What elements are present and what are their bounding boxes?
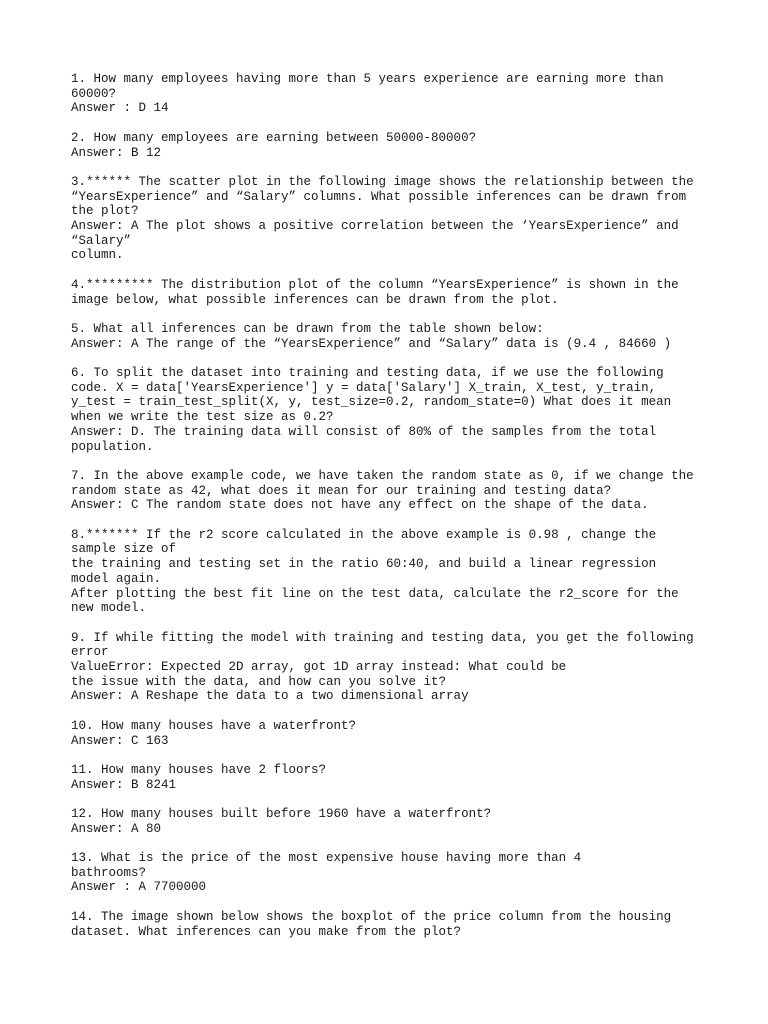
question-item-13 [71,851,731,895]
text-line: 14. The image shown below shows the boxplot of the price column from the housing [71,909,672,924]
question-item-1 [71,72,731,116]
text-line: random state as 42, what does it mean for our training and testing data? [71,483,612,498]
question-item-10 [71,719,731,748]
answer-line: Answer: B 8241 [71,777,177,792]
text-line: 4.********* The distribution plot of the column “YearsExperience” is shown in the [71,277,679,292]
question-item-12 [71,807,731,836]
question-item-9 [71,631,731,705]
text-line: bathrooms? [71,865,147,880]
answer-line: Answer : D 14 [71,101,169,116]
text-line: the issue with the data, and how can you solve it? [71,674,447,689]
text-line: sample size of [71,542,177,557]
answer-line: Answer: C 163 [71,733,169,748]
text-line: model again. [71,571,162,586]
text-line: y_test = train_test_split(X, y, test_size=0.2, random_state=0) What does it mean [71,395,672,410]
answer-line: Answer : A 7700000 [71,880,207,895]
text-line: 13. What is the price of the most expensive house having more than 4 [71,851,582,866]
text-line: 7. In the above example code, we have taken the random state as 0, if we change the [71,468,694,483]
question-item-11 [71,763,731,792]
answer-line: Answer: C The random state does not have any effect on the shape of the data. [71,498,649,513]
text-line: 12. How many houses built before 1960 have a waterfront? [71,806,492,821]
question-item-5 [71,322,731,351]
text-line: 10. How many houses have a waterfront? [71,718,357,733]
text-line: image below, what possible inferences can be drawn from the plot. [71,292,559,307]
text-line: dataset. What inferences can you make from the plot? [71,924,462,939]
document-page [71,72,731,954]
text-line: 9. If while fitting the model with training and testing data, you get the following [71,630,694,645]
question-item-4 [71,278,731,307]
answer-line: Answer: B 12 [71,145,162,160]
question-item-6 [71,366,731,454]
question-item-8 [71,528,731,616]
text-line: “YearsExperience” and “Salary” columns. What possible inferences can be drawn from [71,189,687,204]
text-line: code. X = data['YearsExperience'] y = data['Salary'] X_train, X_test, y_train, [71,380,657,395]
text-line: 6. To split the dataset into training and testing data, if we use the following [71,365,664,380]
text-line: 1. How many employees having more than 5 years experience are earning more than [71,72,664,86]
answer-line: Answer: A The plot shows a positive correlation between the ‘YearsExperience” and [71,219,679,233]
answer-line: Answer: A Reshape the data to a two dimensional array [71,689,469,704]
answer-line: Answer: A The range of the “YearsExperience” and “Salary” data is (9.4 , 84660 ) [71,336,672,351]
text-line: the training and testing set in the ratio 60:40, and build a linear regression [71,557,657,572]
question-item-14 [71,910,731,939]
answer-line: Answer: A 80 [71,821,162,836]
text-line: column. [71,248,124,263]
text-line: 8.******* If the r2 score calculated in the above example is 0.98 , change the [71,527,657,542]
text-line: 11. How many houses have 2 floors? [71,762,327,777]
text-line: when we write the test size as 0.2? [71,410,334,425]
text-line: “Salary” [71,233,132,248]
question-item-7 [71,469,731,513]
text-line: 5. What all inferences can be drawn from the table shown below: [71,321,544,336]
text-line: population. [71,439,154,454]
question-item-3 [71,175,731,263]
text-line: 60000? [71,86,117,101]
text-line: ValueError: Expected 2D array, got 1D array instead: What could be [71,660,567,674]
text-line: 3.****** The scatter plot in the following image shows the relationship between the [71,174,694,189]
text-line: error [71,645,109,660]
question-item-2 [71,131,731,160]
text-line: the plot? [71,204,139,219]
text-line: new model. [71,601,147,616]
answer-line: Answer: D. The training data will consist of 80% of the samples from the total [71,424,657,439]
text-line: After plotting the best fit line on the test data, calculate the r2_score for the [71,586,679,601]
text-line: 2. How many employees are earning between 50000-80000? [71,130,477,145]
